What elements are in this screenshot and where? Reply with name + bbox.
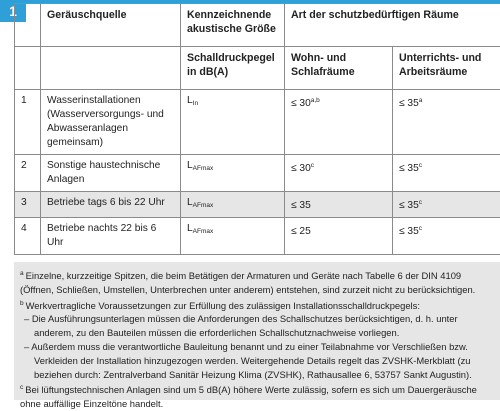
row-symbol: $L_{AFmax}$: [181, 155, 285, 192]
row-number: 2: [15, 155, 41, 192]
row-symbol: $L_{AFmax}$: [181, 192, 285, 218]
subheader-empty-source: [41, 47, 181, 90]
footnote-a: $^a$ Einzelne, kurzzeitige Spitzen, die beim Betätigen der Armaturen und Geräte nach Tabelle 6 der DIN 4109 (Öffnen, Schließen, Umstellen, Unterbrechen unter anderem) entstehen, sind zurzeit nicht zu berücksichtigen.: [20, 267, 494, 297]
table-row: [15, 90, 500, 155]
row-unterricht-value: ≤ $35^a$: [393, 90, 500, 155]
table-number-badge: 1: [0, 0, 26, 22]
footnote-b: $^b$ Werkvertragliche Voraussetzungen zur Erfüllung des zulässigen Installationsschalldruckpegels:: [20, 297, 494, 313]
subheader-quantity: Schalldruckpegel in dB(A): [181, 47, 285, 90]
row-source: Wasserinstallationen (Wasserversorgungs- und Abwasseranlagen gemeinsam): [41, 90, 181, 155]
table-row: [15, 155, 500, 192]
subheader-empty-num: [15, 47, 41, 90]
noise-limits-table: [14, 3, 500, 255]
footnote-b-item-1: – Die Ausführungsunterlagen müssen die Anforderungen des Schallschutzes berücksichtigen, d. h. unter anderem, zu den Bauteilen müssen die erforderlichen Schallschutznachweise vorliegen.: [20, 312, 494, 340]
row-wohn-value: ≤ 35: [285, 192, 393, 218]
row-number: 3: [15, 192, 41, 218]
footnote-c: $^c$ Bei lüftungstechnischen Anlagen sind um 5 dB(A) höhere Werte zulässig, sofern es sich um Dauergeräusche ohne auffällige Einzeltöne handelt.: [20, 381, 494, 411]
footnote-b-item-2: – Außerdem muss die verantwortliche Bauleitung benannt und zu einer Teilabnahme vor Verschließen bzw. Verkleiden der Installation hinzugezogen werden. Weitergehende Details regelt das ZVSHK-Merkblatt (zu beziehen durch: Zentralverband Sanitär Heizung Klima (ZVSHK), Rathausallee 6, 53757 Sankt Augustin).: [20, 340, 494, 381]
row-source: Betriebe tags 6 bis 22 Uhr: [41, 192, 181, 218]
subheader-unterricht: Unterrichts- und Arbeitsräume: [393, 47, 500, 90]
row-wohn-value: ≤ 25: [285, 218, 393, 255]
header-empty-cell: [15, 4, 41, 47]
row-wohn-value: ≤ $30^{a,b}$: [285, 90, 393, 155]
header-source: Geräuschquelle: [41, 4, 181, 47]
row-number: 4: [15, 218, 41, 255]
header-rooms: Art der schutzbedürftigen Räume: [285, 4, 500, 47]
header-quantity: Kennzeichnende akustische Größe: [181, 4, 285, 47]
subheader-wohn: Wohn- und Schlafräume: [285, 47, 393, 90]
row-unterricht-value: ≤ $35^c$: [393, 192, 500, 218]
row-symbol: $L_{AFmax}$: [181, 218, 285, 255]
row-symbol: $L_{In}$: [181, 90, 285, 155]
row-unterricht-value: ≤ $35^c$: [393, 155, 500, 192]
table-row: [15, 192, 500, 218]
row-wohn-value: ≤ $30^c$: [285, 155, 393, 192]
row-source: Betriebe nachts 22 bis 6 Uhr: [41, 218, 181, 255]
table-row: [15, 218, 500, 255]
row-number: 1: [15, 90, 41, 155]
footnotes: [14, 262, 500, 400]
row-source: Sonstige haustechnische Anlagen: [41, 155, 181, 192]
row-unterricht-value: ≤ $35^c$: [393, 218, 500, 255]
